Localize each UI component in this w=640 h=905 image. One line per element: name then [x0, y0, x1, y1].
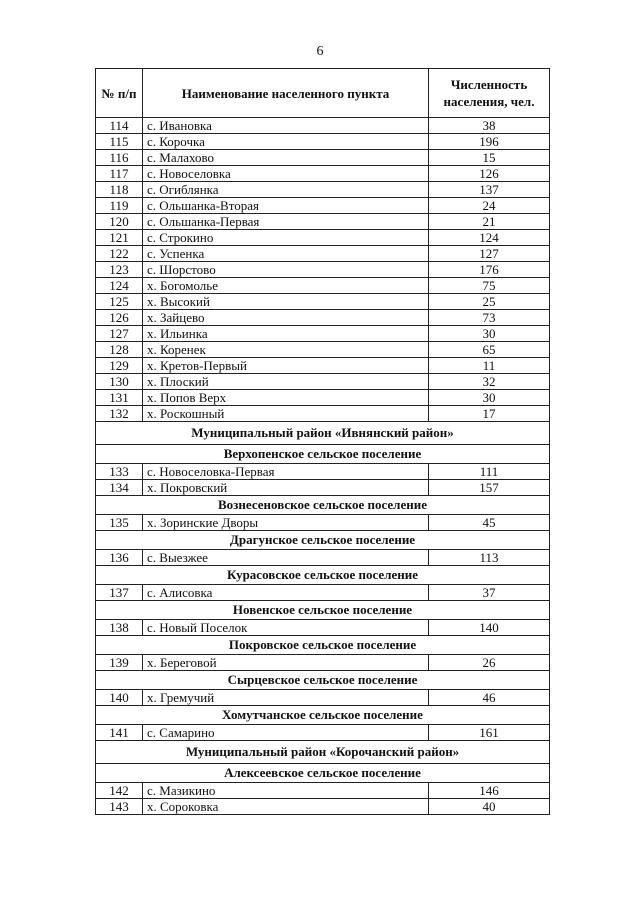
- cell-settlement-name: х. Богомолье: [143, 278, 429, 294]
- table-row: [96, 278, 550, 294]
- cell-number: 127: [96, 326, 143, 342]
- cell-number: 131: [96, 390, 143, 406]
- cell-settlement-name: х. Зоринские Дворы: [143, 515, 429, 531]
- cell-population: 30: [429, 326, 550, 342]
- section-heading-row: [96, 671, 550, 690]
- cell-settlement-name: х. Кретов-Первый: [143, 358, 429, 374]
- table-row: [96, 464, 550, 480]
- header-name: Наименование населенного пункта: [143, 69, 429, 118]
- cell-number: 134: [96, 480, 143, 496]
- cell-settlement-name: с. Корочка: [143, 134, 429, 150]
- cell-number: 126: [96, 310, 143, 326]
- cell-settlement-name: с. Выезжее: [143, 550, 429, 566]
- cell-population: 157: [429, 480, 550, 496]
- cell-number: 139: [96, 655, 143, 671]
- cell-number: 142: [96, 783, 143, 799]
- cell-population: 17: [429, 406, 550, 422]
- settlements-table: [95, 68, 550, 815]
- cell-number: 135: [96, 515, 143, 531]
- cell-number: 121: [96, 230, 143, 246]
- cell-settlement-name: с. Огиблянка: [143, 182, 429, 198]
- cell-population: 40: [429, 799, 550, 815]
- cell-population: 21: [429, 214, 550, 230]
- cell-number: 130: [96, 374, 143, 390]
- cell-population: 32: [429, 374, 550, 390]
- cell-settlement-name: с. Шорстово: [143, 262, 429, 278]
- table-row: [96, 166, 550, 182]
- table-row: [96, 725, 550, 741]
- cell-number: 133: [96, 464, 143, 480]
- cell-settlement-name: с. Малахово: [143, 150, 429, 166]
- header-population: Численность населения, чел.: [429, 69, 550, 118]
- table-row: [96, 655, 550, 671]
- table-body: [96, 118, 550, 815]
- cell-population: 25: [429, 294, 550, 310]
- cell-number: 137: [96, 585, 143, 601]
- cell-population: 176: [429, 262, 550, 278]
- section-heading-row: [96, 566, 550, 585]
- cell-settlement-name: с. Мазикино: [143, 783, 429, 799]
- cell-population: 124: [429, 230, 550, 246]
- table-row: [96, 230, 550, 246]
- section-heading-row: [96, 764, 550, 783]
- cell-number: 125: [96, 294, 143, 310]
- table-row: [96, 799, 550, 815]
- cell-population: 26: [429, 655, 550, 671]
- cell-settlement-name: с. Успенка: [143, 246, 429, 262]
- cell-number: 116: [96, 150, 143, 166]
- table-row: [96, 585, 550, 601]
- cell-population: 127: [429, 246, 550, 262]
- cell-number: 118: [96, 182, 143, 198]
- cell-settlement-name: с. Ивановка: [143, 118, 429, 134]
- table-row: [96, 326, 550, 342]
- cell-number: 143: [96, 799, 143, 815]
- table-row: [96, 620, 550, 636]
- cell-number: 122: [96, 246, 143, 262]
- table-row: [96, 246, 550, 262]
- cell-population: 73: [429, 310, 550, 326]
- district-heading-row: [96, 741, 550, 764]
- cell-number: 115: [96, 134, 143, 150]
- table-row: [96, 550, 550, 566]
- district-heading: Муниципальный район «Корочанский район»: [96, 741, 550, 764]
- cell-settlement-name: х. Гремучий: [143, 690, 429, 706]
- table-row: [96, 294, 550, 310]
- cell-number: 123: [96, 262, 143, 278]
- table-row: [96, 214, 550, 230]
- cell-number: 136: [96, 550, 143, 566]
- cell-settlement-name: с. Ольшанка-Вторая: [143, 198, 429, 214]
- section-heading-row: [96, 496, 550, 515]
- cell-population: 161: [429, 725, 550, 741]
- table-row: [96, 182, 550, 198]
- table-row: [96, 342, 550, 358]
- cell-population: 15: [429, 150, 550, 166]
- section-heading: Новенское сельское поселение: [96, 601, 550, 620]
- section-heading: Хомутчанское сельское поселение: [96, 706, 550, 725]
- table-row: [96, 198, 550, 214]
- section-heading: Сырцевское сельское поселение: [96, 671, 550, 690]
- cell-population: 11: [429, 358, 550, 374]
- cell-number: 138: [96, 620, 143, 636]
- table-row: [96, 783, 550, 799]
- section-heading: Вознесеновское сельское поселение: [96, 496, 550, 515]
- cell-population: 24: [429, 198, 550, 214]
- cell-number: 119: [96, 198, 143, 214]
- cell-population: 111: [429, 464, 550, 480]
- cell-settlement-name: х. Ильинка: [143, 326, 429, 342]
- table-row: [96, 134, 550, 150]
- cell-settlement-name: с. Самарино: [143, 725, 429, 741]
- cell-settlement-name: с. Новоселовка: [143, 166, 429, 182]
- table-row: [96, 690, 550, 706]
- cell-settlement-name: х. Коренек: [143, 342, 429, 358]
- section-heading: Алексеевское сельское поселение: [96, 764, 550, 783]
- cell-population: 46: [429, 690, 550, 706]
- table-row: [96, 374, 550, 390]
- section-heading: Курасовское сельское поселение: [96, 566, 550, 585]
- section-heading: Верхопенское сельское поселение: [96, 445, 550, 464]
- cell-population: 146: [429, 783, 550, 799]
- cell-population: 37: [429, 585, 550, 601]
- table-row: [96, 358, 550, 374]
- cell-settlement-name: х. Сороковка: [143, 799, 429, 815]
- cell-number: 124: [96, 278, 143, 294]
- cell-settlement-name: с. Ольшанка-Первая: [143, 214, 429, 230]
- cell-settlement-name: х. Береговой: [143, 655, 429, 671]
- section-heading-row: [96, 706, 550, 725]
- cell-settlement-name: с. Новоселовка-Первая: [143, 464, 429, 480]
- section-heading-row: [96, 636, 550, 655]
- cell-population: 38: [429, 118, 550, 134]
- cell-settlement-name: х. Роскошный: [143, 406, 429, 422]
- cell-settlement-name: с. Строкино: [143, 230, 429, 246]
- section-heading-row: [96, 531, 550, 550]
- cell-settlement-name: с. Алисовка: [143, 585, 429, 601]
- cell-number: 117: [96, 166, 143, 182]
- cell-settlement-name: х. Плоский: [143, 374, 429, 390]
- cell-number: 141: [96, 725, 143, 741]
- table-row: [96, 515, 550, 531]
- cell-number: 129: [96, 358, 143, 374]
- table-row: [96, 310, 550, 326]
- header-num: № п/п: [96, 69, 143, 118]
- cell-population: 45: [429, 515, 550, 531]
- cell-population: 75: [429, 278, 550, 294]
- cell-settlement-name: х. Высокий: [143, 294, 429, 310]
- section-heading: Покровское сельское поселение: [96, 636, 550, 655]
- cell-settlement-name: х. Покровский: [143, 480, 429, 496]
- table-row: [96, 262, 550, 278]
- cell-population: 113: [429, 550, 550, 566]
- table-row: [96, 406, 550, 422]
- table-row: [96, 390, 550, 406]
- cell-population: 126: [429, 166, 550, 182]
- table-row: [96, 118, 550, 134]
- cell-settlement-name: х. Зайцево: [143, 310, 429, 326]
- cell-number: 132: [96, 406, 143, 422]
- cell-population: 137: [429, 182, 550, 198]
- district-heading-row: [96, 422, 550, 445]
- cell-population: 196: [429, 134, 550, 150]
- cell-number: 114: [96, 118, 143, 134]
- cell-number: 128: [96, 342, 143, 358]
- cell-number: 120: [96, 214, 143, 230]
- cell-population: 65: [429, 342, 550, 358]
- section-heading-row: [96, 601, 550, 620]
- cell-population: 140: [429, 620, 550, 636]
- table-row: [96, 480, 550, 496]
- cell-settlement-name: с. Новый Поселок: [143, 620, 429, 636]
- cell-number: 140: [96, 690, 143, 706]
- cell-population: 30: [429, 390, 550, 406]
- cell-settlement-name: х. Попов Верх: [143, 390, 429, 406]
- table-row: [96, 150, 550, 166]
- section-heading: Драгунское сельское поселение: [96, 531, 550, 550]
- page-number: 6: [316, 44, 324, 59]
- table-header-row: [96, 69, 550, 118]
- district-heading: Муниципальный район «Ивнянский район»: [96, 422, 550, 445]
- section-heading-row: [96, 445, 550, 464]
